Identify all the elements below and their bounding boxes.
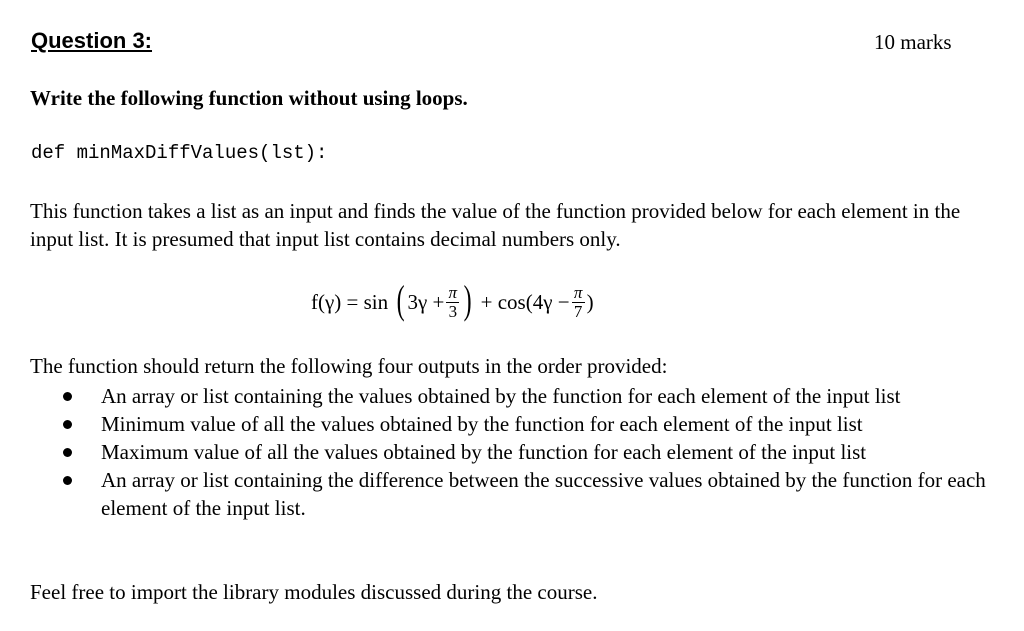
list-item-text: Maximum value of all the values obtained by the function for each element of the input list xyxy=(101,440,867,464)
description-paragraph: This function takes a list as an input and finds the value of the function provided below for each element in the input list. It is presumed that input list contains decimal numbers only. xyxy=(30,199,961,251)
function-signature: def minMaxDiffValues(lst): xyxy=(31,142,328,164)
return-intro: The function should return the following four outputs in the order provided: xyxy=(30,354,668,378)
formula-middle: + cos(4γ − xyxy=(480,289,570,314)
fraction-numerator: π xyxy=(573,282,583,302)
list-item xyxy=(60,410,1000,438)
formula-term1: 3γ + xyxy=(407,289,445,314)
list-item-text: An array or list containing the values obtained by the function for each element of the input list xyxy=(101,384,901,408)
formula-lhs: f(γ) = sin xyxy=(311,289,389,314)
instruction-text: Write the following function without using loops. xyxy=(30,86,468,110)
list-item-text: An array or list containing the difference between the successive values obtained by the function for each element of the input list. xyxy=(101,468,986,520)
formula xyxy=(311,272,594,332)
formula-close: ) xyxy=(586,289,594,314)
fraction-pi-over-7 xyxy=(572,284,585,321)
formula-close-paren: ) xyxy=(463,277,472,322)
formula-open-paren: ( xyxy=(396,277,405,322)
outputs-list xyxy=(60,382,1000,522)
fraction-denominator: 7 xyxy=(573,301,583,321)
marks-label: 10 marks xyxy=(874,30,952,54)
bullet-icon xyxy=(63,392,72,401)
fraction-numerator: π xyxy=(448,282,458,302)
list-item-text: Minimum value of all the values obtained by the function for each element of the input list xyxy=(101,412,863,436)
fraction-denominator: 3 xyxy=(448,301,458,321)
fraction-pi-over-3 xyxy=(446,284,459,321)
question-heading: Question 3: xyxy=(31,28,153,53)
list-item xyxy=(60,466,1000,522)
footer-note: Feel free to import the library modules discussed during the course. xyxy=(30,580,598,604)
bullet-icon xyxy=(63,476,72,485)
bullet-icon xyxy=(63,420,72,429)
list-item xyxy=(60,438,1000,466)
list-item xyxy=(60,382,1000,410)
bullet-icon xyxy=(63,448,72,457)
